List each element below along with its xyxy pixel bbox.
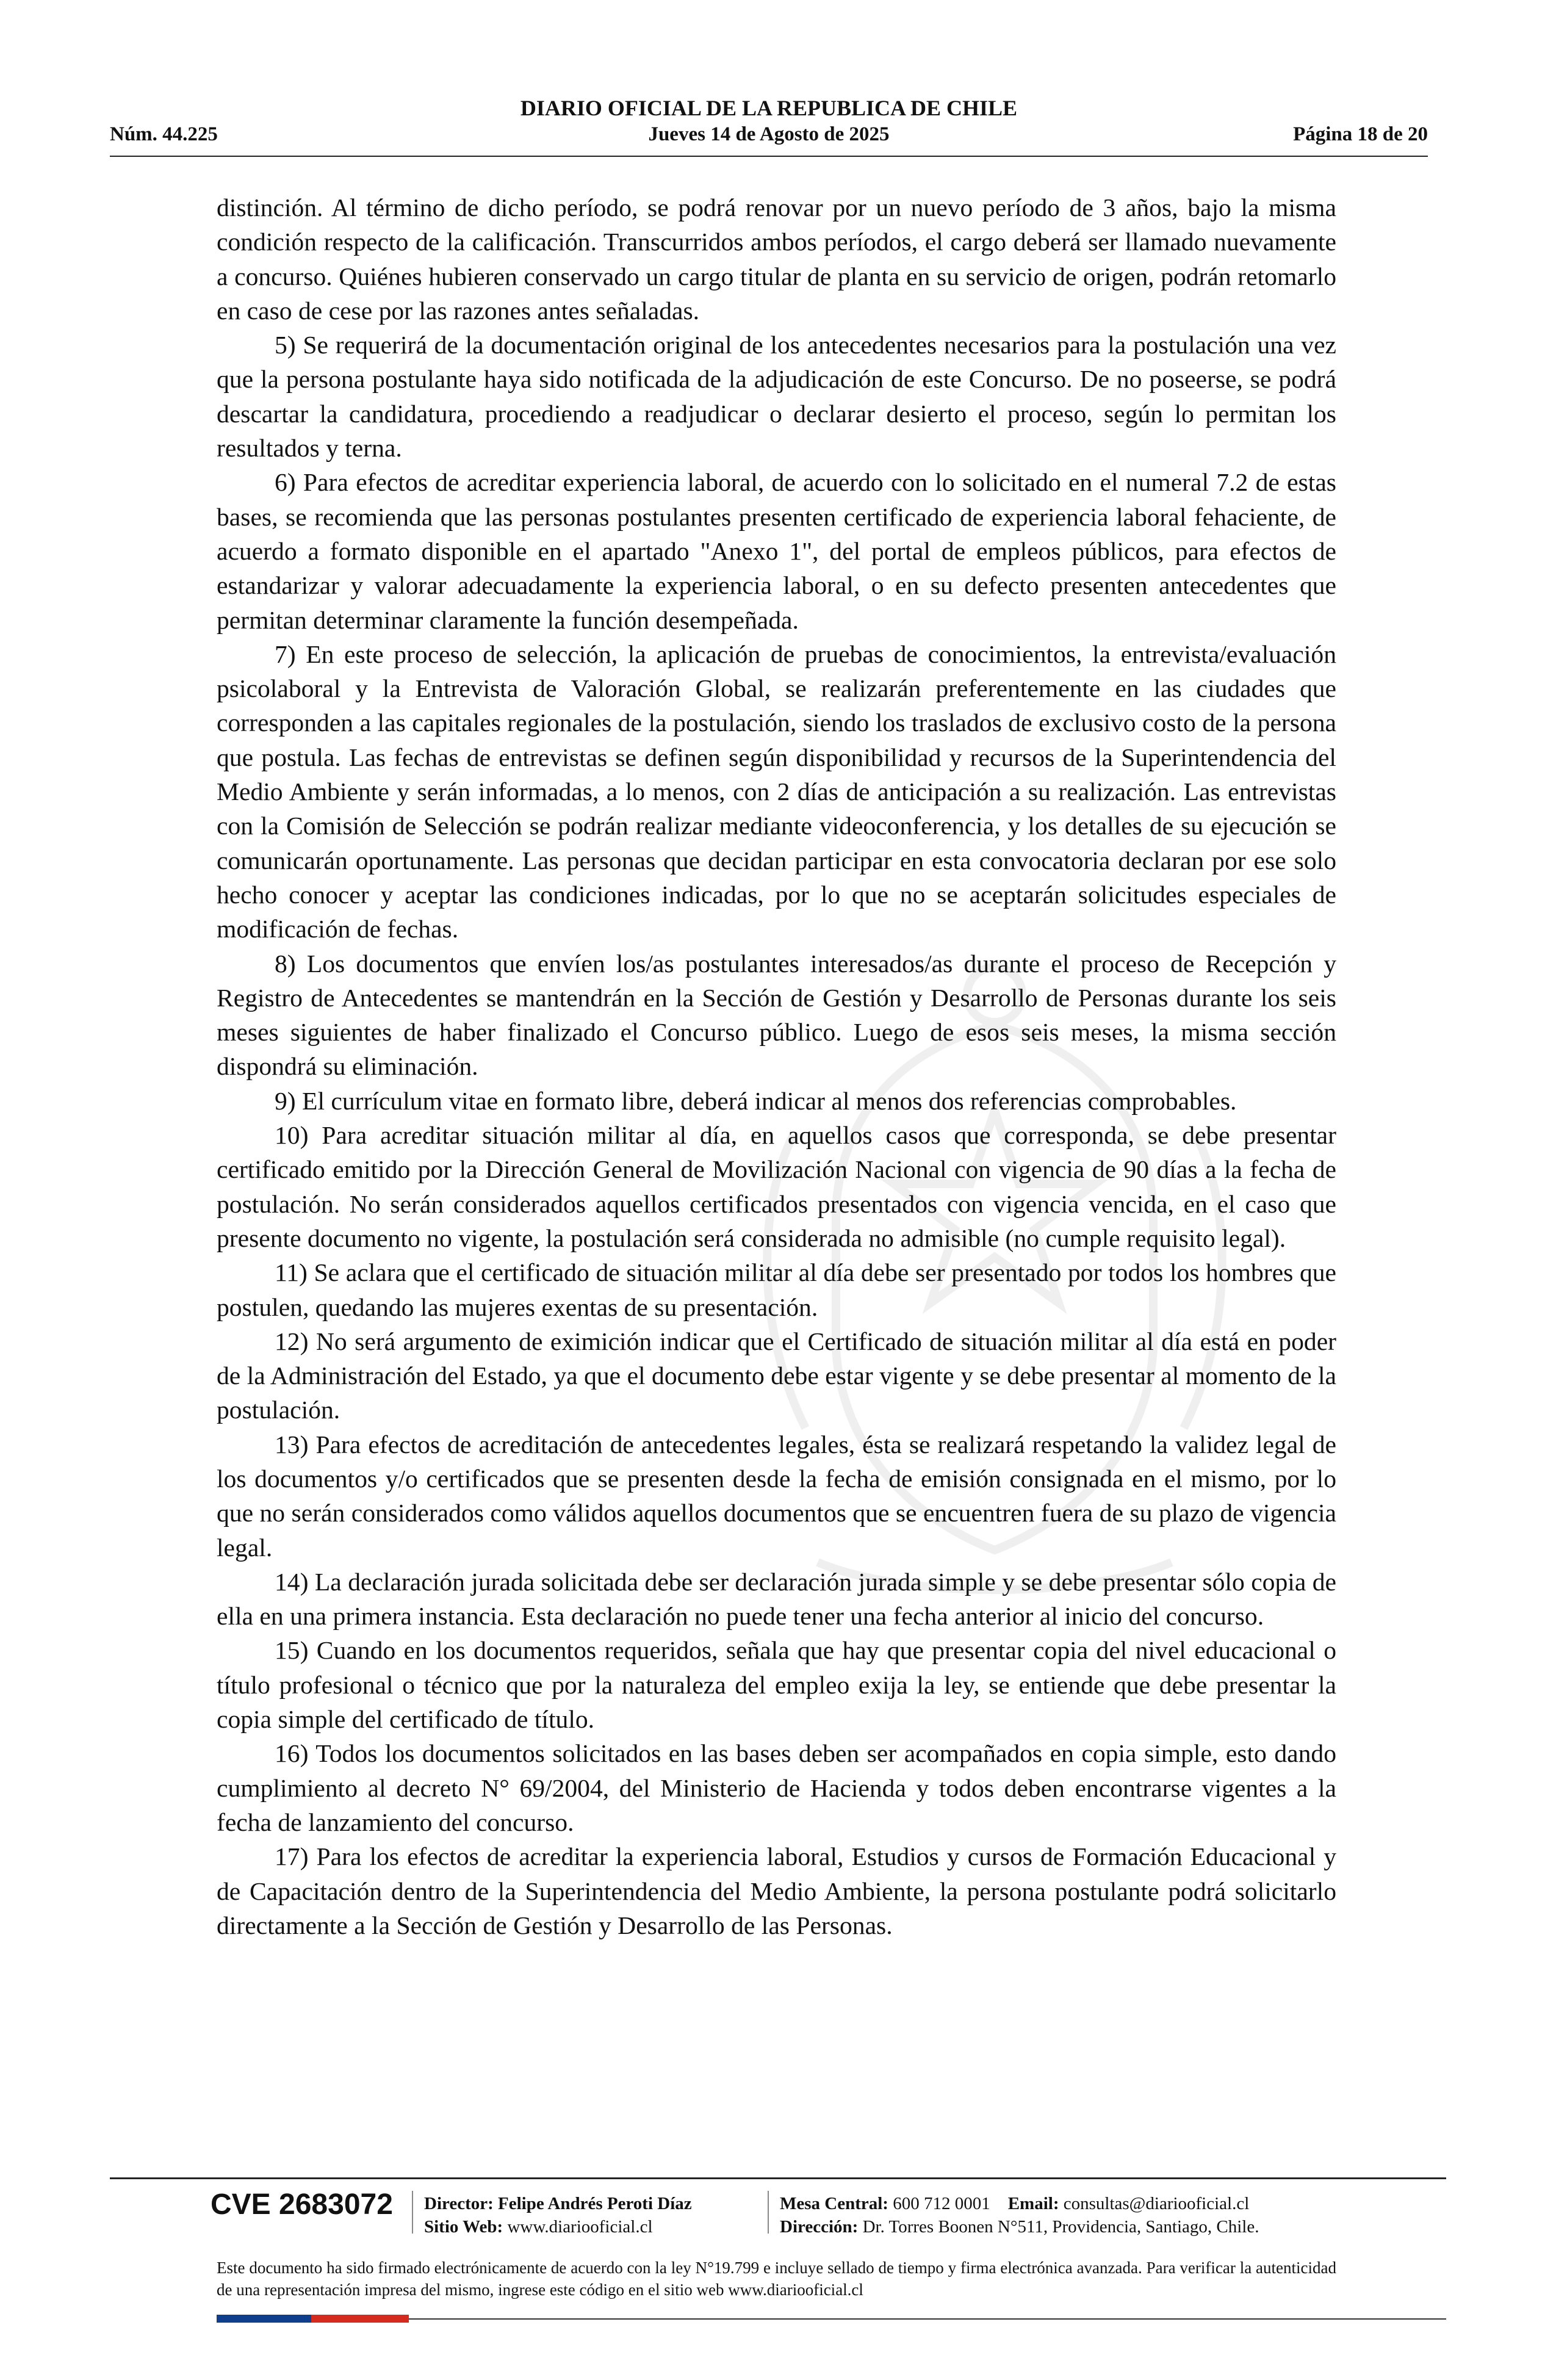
page-number: Página 18 de 20 [1293,123,1428,145]
page-header [110,92,1428,159]
cve-code: CVE 2683072 [211,2188,393,2221]
paragraph-item-11: 11) Se aclara que el certificado de situación militar al día debe ser presentado por todos los hombres que postulen, quedando las mujeres exentas de su presentación. [217,1258,1336,1321]
electronic-signature-note: Este documento ha sido firmado electrónicamente de acuerdo con la ley N°19.799 e incluye sellado de tiempo y firma electrónica avanzada. Para verificar la autenticidad de una representación impresa del mismo, ingrese este código en el sitio web www.diariooficial.cl [217,2259,1336,2299]
bottom-divider [409,2318,1446,2320]
paragraph-item-7: 7) En este proceso de selección, la aplicación de pruebas de conocimientos, la entrevista/evaluación psicolaboral y la Entrevista de Valoración Global, se realizarán preferentemente en las ciudades que corresponden a las capitales regionales de la postulación, siendo los traslados de exclusivo costo de la persona que postula. Las fechas de entrevistas se definen según disponibilidad y recursos de la Superintendencia del Medio Ambiente y serán informadas, a lo menos, con 2 días de anticipación a su realización. Las entrevistas con la Comisión de Selección se podrán realizar mediante videoconferencia, y los detalles de su ejecución se comunicarán oportunamente. Las personas que decidan participar en esta convocatoria declaran por ese solo hecho conocer y aceptar las condiciones indicadas, por lo que no se aceptarán solicitudes especiales de modificación de fechas. [217,640,1336,943]
email-link[interactable]: consultas@diariooficial.cl [1063,2194,1250,2213]
director-name: Felipe Andrés Peroti Díaz [498,2194,692,2213]
issue-date: Jueves 14 de Agosto de 2025 [648,123,890,145]
header-divider [110,156,1428,157]
paragraph-item-16: 16) Todos los documentos solicitados en las bases deben ser acompañados en copia simple, esto dando cumplimiento al decreto N° 69/2004, del Ministerio de Hacienda y todos deben encontrarse vigentes a la fecha de lanzamiento del concurso. [217,1739,1336,1836]
mesa-central-label: Mesa Central: [780,2194,888,2213]
paragraph-item-10: 10) Para acreditar situación militar al día, en aquellos casos que corresponda, se debe presentar certificado emitido por la Dirección General de Movilización Nacional con vigencia de 90 días a la fecha de postulación. No serán considerados aquellos certificados presentados con vigencia vencida, en el caso que presente documento no vigente, la postulación será considerada no admisible (no cumple requisito legal). [217,1121,1336,1252]
flag-blue-segment [217,2315,311,2323]
flag-red-segment [311,2315,409,2323]
director-label: Director: [424,2194,494,2213]
website-label: Sitio Web: [424,2217,503,2237]
paragraph-continuation: distinción. Al término de dicho período, se podrá renovar por un nuevo período de 3 años, bajo la misma condición respecto de la calificación. Transcurridos ambos períodos, el cargo deberá ser llamado nuevamente a concurso. Quiénes hubieren conservado un cargo titular de planta en su servicio de origen, podrán retomarlo en caso de cese por las razones antes señaladas. [217,193,1336,325]
paragraph-item-5: 5) Se requerirá de la documentación original de los antecedentes necesarios para la postulación una vez que la persona postulante haya sido notificada de la adjudicación de este Concurso. De no poseerse, se podrá descartar la candidatura, procediendo a readjudicar o declarar desierto el proceso, según lo permitan los resultados y terna. [217,331,1336,463]
mesa-central-phone: 600 712 0001 [893,2194,990,2213]
paragraph-item-15: 15) Cuando en los documentos requeridos, señala que hay que presentar copia del nivel educacional o título profesional o técnico que por la naturaleza del empleo exija la ley, se entiende que debe presentar la copia simple del certificado de título. [217,1636,1336,1734]
paragraph-item-13: 13) Para efectos de acreditación de antecedentes legales, ésta se realizará respetando la validez legal de los documentos y/o certificados que se presenten desde la fecha de emisión consignada en el mismo, por lo que no serán considerados como válidos aquellos documentos que se encuentren fuera de su plazo de vigencia legal. [217,1430,1336,1562]
paragraph-item-14: 14) La declaración jurada solicitada debe ser declaración jurada simple y se debe presentar sólo copia de ella en una primera instancia. Esta declaración no puede tener una fecha anterior al inicio del concurso. [217,1567,1336,1631]
footer-contact-block [780,2192,1259,2238]
newspaper-title: DIARIO OFICIAL DE LA REPUBLICA DE CHILE [520,96,1018,120]
address-label: Dirección: [780,2217,859,2237]
paragraph-item-8: 8) Los documentos que envíen los/as postulantes interesados/as durante el proceso de Recepción y Registro de Antecedentes se mantendrán en la Sección de Gestión y Desarrollo de Personas durante los seis meses siguientes de haber finalizado el Concurso público. Luego de esos seis meses, la misma sección dispondrá su eliminación. [217,949,1336,1081]
footer-separator [412,2191,413,2234]
footer-divider [110,2177,1446,2179]
document-body [217,190,1336,1942]
issue-number: Núm. 44.225 [110,123,218,145]
paragraph-item-9: 9) El currículum vitae en formato libre, deberá indicar al menos dos referencias comprobables. [275,1086,1237,1115]
website-link[interactable]: www.diariooficial.cl [507,2217,653,2237]
footer-director-block [424,2192,692,2238]
paragraph-item-12: 12) No será argumento de eximición indicar que el Certificado de situación militar al día está en poder de la Administración del Estado, ya que el documento debe estar vigente y se debe presentar al momento de la postulación. [217,1327,1336,1424]
paragraph-item-17: 17) Para los efectos de acreditar la experiencia laboral, Estudios y cursos de Formación Educacional y de Capacitación dentro de la Superintendencia del Medio Ambiente, la persona postulante podrá solicitarlo directamente a la Sección de Gestión y Desarrollo de las Personas. [217,1842,1336,1939]
footer-separator [768,2191,769,2234]
address-value: Dr. Torres Boonen N°511, Providencia, Santiago, Chile. [862,2217,1259,2237]
flag-color-bar [217,2315,409,2323]
paragraph-item-6: 6) Para efectos de acreditar experiencia laboral, de acuerdo con lo solicitado en el numeral 7.2 de estas bases, se recomienda que las personas postulantes presenten certificado de experiencia laboral fehaciente, de acuerdo a formato disponible en el apartado "Anexo 1", del portal de empleos públicos, para efectos de estandarizar y valorar adecuadamente la experiencia laboral, o en su defecto presenten antecedentes que permitan determinar claramente la función desempeñada. [217,468,1336,634]
email-label: Email: [1007,2194,1059,2213]
